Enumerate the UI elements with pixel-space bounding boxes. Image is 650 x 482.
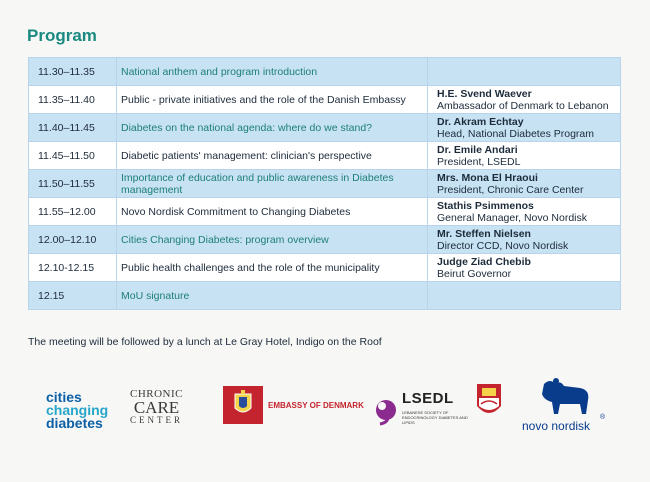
novo-nordisk-logo: novo nordisk ®	[520, 376, 610, 440]
time-cell: 11.50–11.55	[29, 170, 117, 198]
topic-cell: Cities Changing Diabetes: program overview	[117, 226, 428, 254]
topic-cell: National anthem and program introduction	[117, 58, 428, 86]
speaker-cell	[428, 198, 621, 226]
time-cell: 12.15	[29, 282, 117, 310]
apis-bull-icon	[530, 376, 600, 418]
topic-cell: Diabetic patients' management: clinician's perspective	[117, 142, 428, 170]
speaker-name: Mrs. Mona El Hraoui	[437, 171, 538, 184]
cities-changing-diabetes-logo: cities changing diabetes	[46, 389, 109, 431]
time-cell: 11.30–11.35	[29, 58, 117, 86]
lsedl-logo: LSEDL LEBANESE SOCIETY OF ENDOCRINOLOGY DIABETES AND LIPIDS	[372, 382, 476, 438]
speaker-cell	[428, 170, 621, 198]
page-title: Program	[27, 26, 97, 45]
speaker-cell	[428, 254, 621, 282]
sponsor-logos	[0, 370, 650, 450]
speaker-name: Stathis Psimmenos	[437, 199, 534, 212]
program-row	[29, 198, 621, 226]
time-cell: 11.45–11.50	[29, 142, 117, 170]
speaker-role: Head, National Diabetes Program	[437, 127, 594, 140]
beirut-municipality-crest	[471, 380, 507, 424]
topic-cell: Diabetes on the national agenda: where do we stand?	[117, 114, 428, 142]
program-row	[29, 58, 621, 86]
topic-cell: Importance of education and public awareness in Diabetes management	[117, 170, 428, 198]
speaker-cell	[428, 226, 621, 254]
program-row	[29, 142, 621, 170]
beirut-crest-icon	[471, 380, 507, 424]
chronic-care-center-logo: CHRONIC CARE CENTER	[130, 388, 184, 425]
program-row	[29, 170, 621, 198]
speaker-name: H.E. Svend Waever	[437, 87, 532, 100]
topic-cell: Novo Nordisk Commitment to Changing Diabetes	[117, 198, 428, 226]
time-cell: 12.10-12.15	[29, 254, 117, 282]
speaker-cell	[428, 86, 621, 114]
speaker-role: Ambassador of Denmark to Lebanon	[437, 99, 609, 112]
time-cell: 12.00–12.10	[29, 226, 117, 254]
topic-cell: Public health challenges and the role of the municipality	[117, 254, 428, 282]
program-row	[29, 226, 621, 254]
speaker-cell	[428, 142, 621, 170]
program-table	[28, 57, 621, 310]
speaker-name: Mr. Steffen Nielsen	[437, 227, 531, 240]
danish-coat-of-arms-icon	[223, 386, 263, 424]
program-row	[29, 86, 621, 114]
speaker-cell	[428, 58, 621, 86]
lunch-note: The meeting will be followed by a lunch at Le Gray Hotel, Indigo on the Roof	[28, 336, 382, 348]
topic-cell: Public - private initiatives and the role of the Danish Embassy	[117, 86, 428, 114]
time-cell: 11.40–11.45	[29, 114, 117, 142]
time-cell: 11.35–11.40	[29, 86, 117, 114]
topic-cell: MoU signature	[117, 282, 428, 310]
speaker-name: Dr. Akram Echtay	[437, 115, 524, 128]
program-row	[29, 254, 621, 282]
speaker-name: Judge Ziad Chebib	[437, 255, 531, 268]
speaker-name: Dr. Emile Andari	[437, 143, 518, 156]
embassy-of-denmark-logo: EMBASSY OF DENMARK	[223, 386, 375, 424]
speaker-role: President, Chronic Care Center	[437, 183, 584, 196]
speaker-role: President, LSEDL	[437, 155, 521, 168]
speaker-cell	[428, 114, 621, 142]
program-row	[29, 282, 621, 310]
speaker-cell	[428, 282, 621, 310]
time-cell: 11.55–12.00	[29, 198, 117, 226]
speaker-role: Beirut Governor	[437, 267, 512, 280]
speaker-role: Director CCD, Novo Nordisk	[437, 239, 569, 252]
program-row	[29, 114, 621, 142]
lsedl-emblem-icon	[372, 392, 400, 428]
speaker-role: General Manager, Novo Nordisk	[437, 211, 587, 224]
